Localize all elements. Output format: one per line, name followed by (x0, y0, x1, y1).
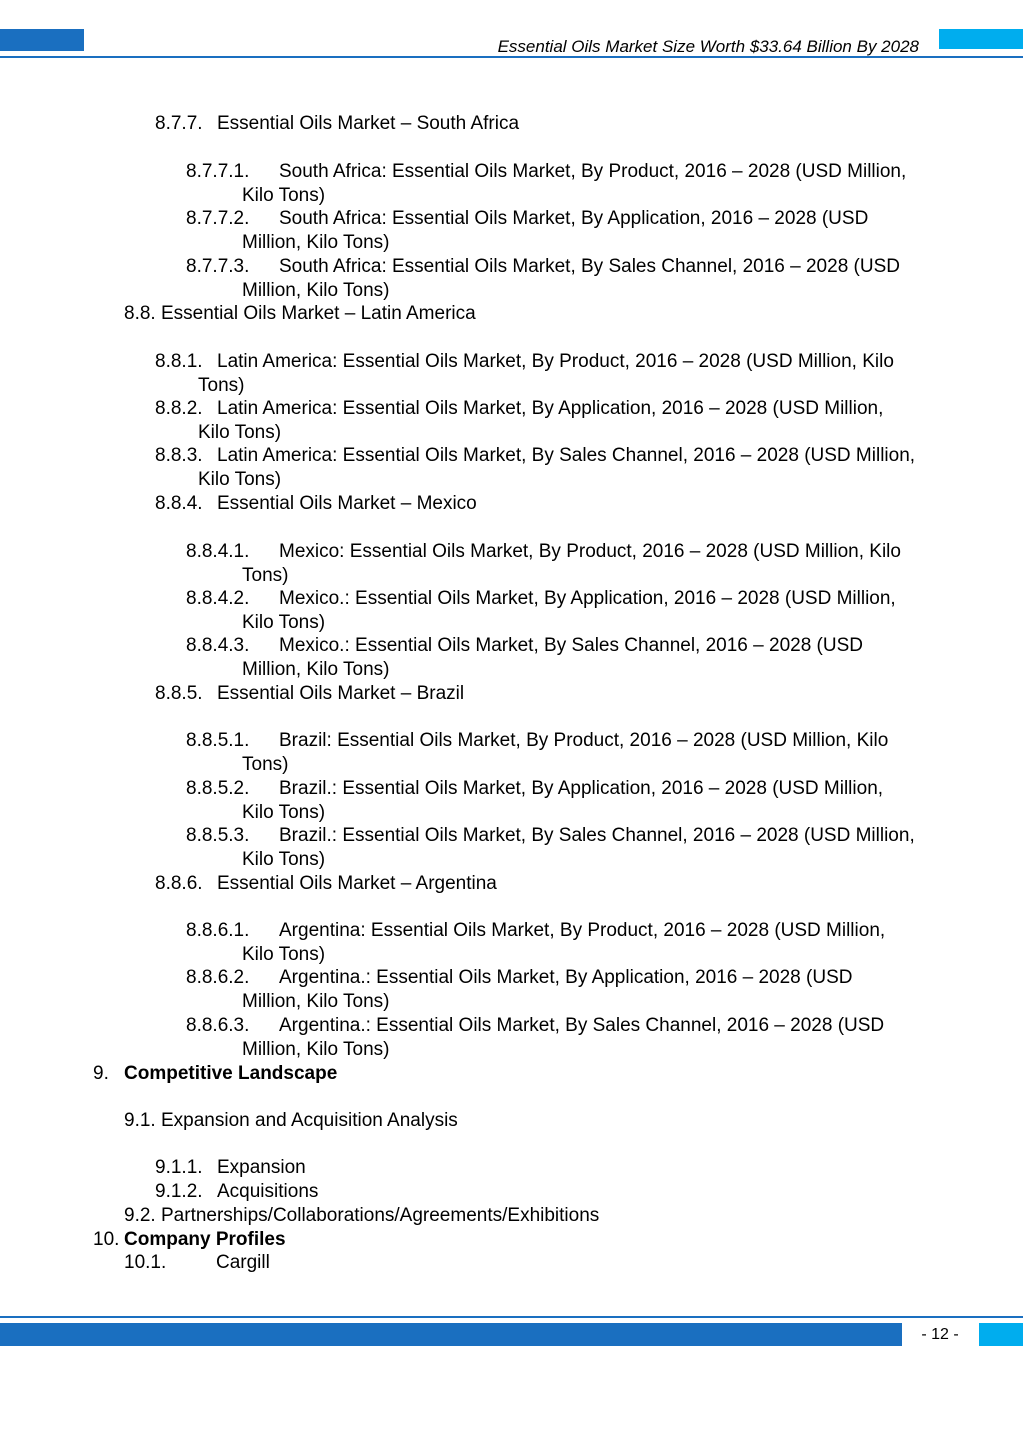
toc-entry-number: 8.7.7. (155, 113, 203, 134)
toc-entry-number: 8.8.6.3. (186, 1015, 250, 1036)
toc-entry-title-continued: Tons) (242, 753, 289, 775)
toc-entry-number: 10.1. (124, 1252, 167, 1273)
toc-entry-title: Latin America: Essential Oils Market, By Application, 2016 – 2028 (USD Million, (217, 398, 884, 419)
toc-entry-number: 8.8.6. (155, 873, 203, 894)
toc-entry-number: 8.8.5.3. (186, 825, 250, 846)
toc-entry-number: 10. (93, 1229, 120, 1250)
toc-entry-number: 9.1. (124, 1110, 156, 1131)
toc-entry-number: 8.8. (124, 303, 156, 324)
toc-entry-title: Company Profiles (124, 1229, 286, 1250)
toc-entry-number: 8.8.4.2. (186, 588, 250, 609)
toc-entry-title: Brazil.: Essential Oils Market, By Application, 2016 – 2028 (USD Million, (279, 778, 884, 799)
toc-entry-title: Expansion (217, 1157, 306, 1178)
toc-entry-number: 8.8.3. (155, 445, 203, 466)
footer-bar (0, 1323, 902, 1346)
toc-entry-number: 8.7.7.1. (186, 161, 250, 182)
toc-entry-number: 8.8.5. (155, 683, 203, 704)
toc-entry-title: South Africa: Essential Oils Market, By Application, 2016 – 2028 (USD (279, 208, 869, 229)
toc-entry-number: 8.8.4.3. (186, 635, 250, 656)
toc-entry-title: Brazil.: Essential Oils Market, By Sales Channel, 2016 – 2028 (USD Million, (279, 825, 915, 846)
header-title: Essential Oils Market Size Worth $33.64 Billion By 2028 (497, 37, 919, 56)
toc-entry-title-continued: Million, Kilo Tons) (242, 279, 390, 301)
toc-entry-title-continued: Kilo Tons) (242, 184, 326, 206)
toc-entry-title-continued: Kilo Tons) (242, 943, 326, 965)
toc-entry-title-continued: Kilo Tons) (242, 801, 326, 823)
toc-entry-title: Latin America: Essential Oils Market, By Sales Channel, 2016 – 2028 (USD Million, (217, 445, 916, 466)
toc-entry-number: 8.8.5.2. (186, 778, 250, 799)
toc-entry-title-continued: Kilo Tons) (242, 611, 326, 633)
toc-entry-title: Argentina.: Essential Oils Market, By Sales Channel, 2016 – 2028 (USD (279, 1015, 885, 1036)
toc-entry-title: Acquisitions (217, 1181, 319, 1202)
toc-entry-title: Cargill (216, 1252, 270, 1273)
toc-entry-title-continued: Million, Kilo Tons) (242, 231, 390, 253)
toc-entry-title: Essential Oils Market – Brazil (217, 683, 465, 704)
header-rule (0, 56, 1023, 58)
toc-entry-number: 8.8.4.1. (186, 541, 250, 562)
toc-entry-number: 8.7.7.3. (186, 256, 250, 277)
toc-entry-title-continued: Kilo Tons) (198, 421, 282, 443)
toc-entry-title: Partnerships/Collaborations/Agreements/Exhibitions (161, 1205, 600, 1226)
toc-entry-title: Argentina: Essential Oils Market, By Product, 2016 – 2028 (USD Million, (279, 920, 886, 941)
toc-entry-number: 8.8.4. (155, 493, 203, 514)
toc-entry-title: Expansion and Acquisition Analysis (161, 1110, 458, 1131)
toc-entry-title: Essential Oils Market – South Africa (217, 113, 520, 134)
toc-entry-number: 8.8.1. (155, 351, 203, 372)
toc-entry-title-continued: Tons) (242, 564, 289, 586)
toc-entry-number: 9.2. (124, 1205, 156, 1226)
toc-entry-title: Mexico.: Essential Oils Market, By Application, 2016 – 2028 (USD Million, (279, 588, 896, 609)
toc-entry-number: 8.8.6.1. (186, 920, 250, 941)
toc-entry-number: 9.1.1. (155, 1157, 203, 1178)
toc-entry-title-continued: Kilo Tons) (198, 468, 282, 490)
page-number: - 12 - (921, 1326, 959, 1343)
toc-entry-title: Essential Oils Market – Latin America (161, 303, 476, 324)
toc-entry-title-continued: Million, Kilo Tons) (242, 1038, 390, 1060)
toc-entry-title: Essential Oils Market – Mexico (217, 493, 477, 514)
toc-entry-title: Latin America: Essential Oils Market, By Product, 2016 – 2028 (USD Million, Kilo (217, 351, 894, 372)
toc-entry-title: Essential Oils Market – Argentina (217, 873, 497, 894)
toc-entry-title-continued: Million, Kilo Tons) (242, 658, 390, 680)
toc-entry-number: 8.7.7.2. (186, 208, 250, 229)
toc-entry-number: 9.1.2. (155, 1181, 203, 1202)
toc-entry-title-continued: Kilo Tons) (242, 848, 326, 870)
toc-entry-title: Mexico.: Essential Oils Market, By Sales Channel, 2016 – 2028 (USD (279, 635, 863, 656)
toc-entry-number: 9. (93, 1063, 109, 1084)
toc-entry-title: Competitive Landscape (124, 1063, 338, 1084)
footer-accent-right (979, 1323, 1023, 1346)
toc-entry-number: 8.8.5.1. (186, 730, 250, 751)
toc-entry-title-continued: Million, Kilo Tons) (242, 990, 390, 1012)
toc-entry-title: South Africa: Essential Oils Market, By Product, 2016 – 2028 (USD Million, (279, 161, 907, 182)
footer-rule (0, 1316, 1023, 1318)
toc-entry-title: Argentina.: Essential Oils Market, By Application, 2016 – 2028 (USD (279, 967, 853, 988)
toc-entry-number: 8.8.2. (155, 398, 203, 419)
header-accent-right (939, 29, 1023, 49)
header-accent-left (0, 29, 84, 51)
toc-entry-title: South Africa: Essential Oils Market, By Sales Channel, 2016 – 2028 (USD (279, 256, 900, 277)
toc-entry-number: 8.8.6.2. (186, 967, 250, 988)
toc-entry-title: Brazil: Essential Oils Market, By Product, 2016 – 2028 (USD Million, Kilo (279, 730, 889, 751)
toc-entry-title-continued: Tons) (198, 374, 245, 396)
toc-entry-title: Mexico: Essential Oils Market, By Product, 2016 – 2028 (USD Million, Kilo (279, 541, 901, 562)
